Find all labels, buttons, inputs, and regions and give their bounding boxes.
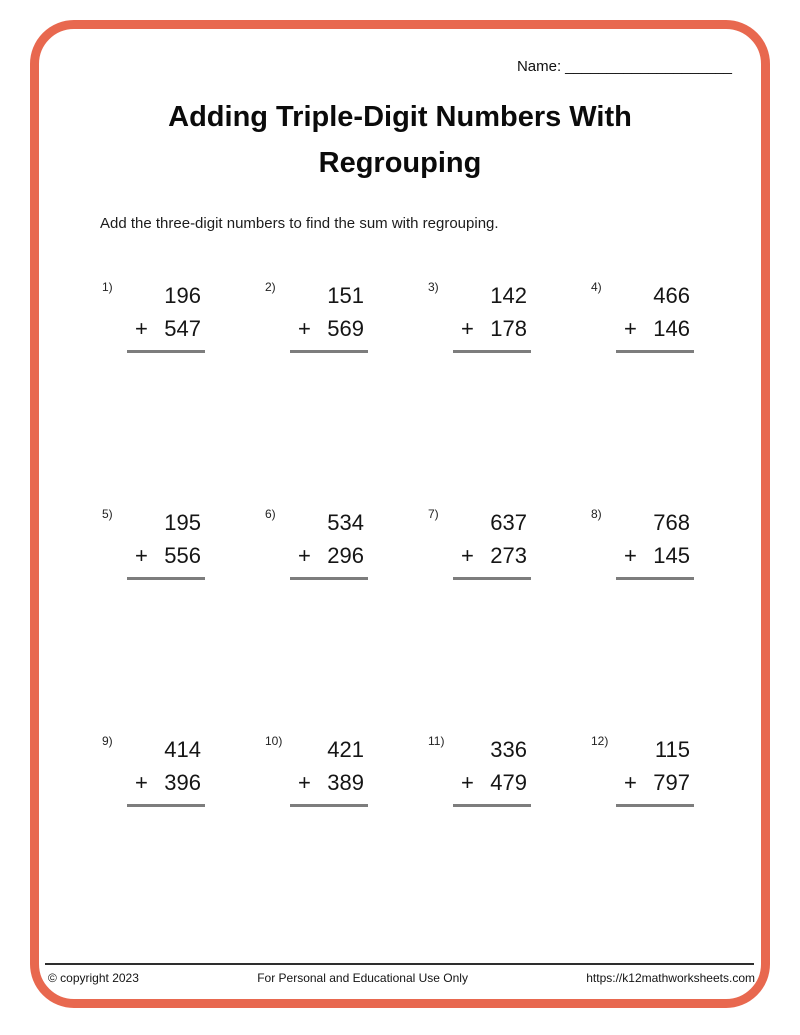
footer-usage: For Personal and Educational Use Only [257,971,468,985]
addend-bottom: 797 [653,770,690,795]
addend-top: 151 [327,283,364,308]
problem-body [616,509,694,580]
page-title [0,94,800,186]
addend-bottom-row [135,315,201,343]
page-title-line2: Regrouping [318,147,482,179]
problem-number: 8) [591,507,602,521]
addend-bottom-row [624,542,690,570]
addend-bottom: 479 [490,770,527,795]
addend-bottom: 146 [653,316,690,341]
problem-number: 5) [102,507,113,521]
footer-divider [45,963,754,965]
problem-10 [263,736,426,808]
addend-top: 142 [490,283,527,308]
addend-bottom: 569 [327,316,364,341]
addend-bottom-row [298,542,364,570]
problem-number: 11) [428,734,445,748]
footer [48,971,755,985]
plus-operator: + [135,770,148,795]
problem-number: 7) [428,507,439,521]
addend-bottom: 178 [490,316,527,341]
addend-top: 466 [653,283,690,308]
addend-bottom-row [461,315,527,343]
addend-top: 195 [164,510,201,535]
plus-operator: + [624,316,637,341]
problem-number: 12) [591,734,609,748]
addend-bottom-row [624,315,690,343]
footer-url: https://k12mathworksheets.com [586,971,755,985]
addend-top: 336 [490,737,527,762]
plus-operator: + [624,770,637,795]
problem-body [290,282,368,353]
addend-top: 768 [653,510,690,535]
problem-5 [100,509,263,581]
name-label: Name: [516,58,562,75]
problem-body [127,736,205,807]
problem-1 [100,282,263,354]
problem-number: 2) [265,280,276,294]
plus-operator: + [298,770,311,795]
problem-4 [589,282,752,354]
addend-bottom: 273 [490,543,527,568]
name-blank-line: ____________________ [565,58,732,75]
addend-bottom: 396 [164,770,201,795]
plus-operator: + [461,770,474,795]
problem-number: 4) [591,280,602,294]
problem-7 [426,509,589,581]
plus-operator: + [624,543,637,568]
addend-bottom: 145 [653,543,690,568]
instructions-text: Add the three-digit numbers to find the sum with regrouping. [100,215,499,232]
page-title-line1: Adding Triple-Digit Numbers With [168,101,632,133]
plus-operator: + [135,316,148,341]
addend-bottom-row [135,769,201,797]
addend-bottom: 296 [327,543,364,568]
problem-body [127,509,205,580]
addend-bottom-row [461,542,527,570]
problem-body [290,736,368,807]
addend-top: 637 [490,510,527,535]
addend-bottom: 389 [327,770,364,795]
problem-number: 9) [102,734,113,748]
problem-3 [426,282,589,354]
addend-top: 534 [327,510,364,535]
problem-11 [426,736,589,808]
addend-bottom-row [135,542,201,570]
problem-number: 10) [265,734,283,748]
addend-top: 414 [164,737,201,762]
problem-body [127,282,205,353]
problem-12 [589,736,752,808]
addend-bottom: 556 [164,543,201,568]
problem-2 [263,282,426,354]
addend-bottom-row [298,769,364,797]
plus-operator: + [461,543,474,568]
problem-body [453,282,531,353]
addend-bottom-row [624,769,690,797]
addend-top: 421 [327,737,364,762]
addend-top: 115 [654,737,690,762]
problem-number: 6) [265,507,276,521]
problems-grid [100,282,752,808]
problem-body [453,509,531,580]
plus-operator: + [461,316,474,341]
problem-9 [100,736,263,808]
addend-top: 196 [164,283,201,308]
addend-bottom: 547 [164,316,201,341]
problem-body [616,282,694,353]
problem-6 [263,509,426,581]
name-row [517,58,732,75]
problem-body [616,736,694,807]
footer-copyright: © copyright 2023 [48,971,139,985]
problem-8 [589,509,752,581]
plus-operator: + [298,316,311,341]
problem-number: 1) [102,280,113,294]
plus-operator: + [135,543,148,568]
plus-operator: + [298,543,311,568]
addend-bottom-row [298,315,364,343]
problem-number: 3) [428,280,439,294]
problem-body [453,736,531,807]
problem-body [290,509,368,580]
addend-bottom-row [461,769,527,797]
